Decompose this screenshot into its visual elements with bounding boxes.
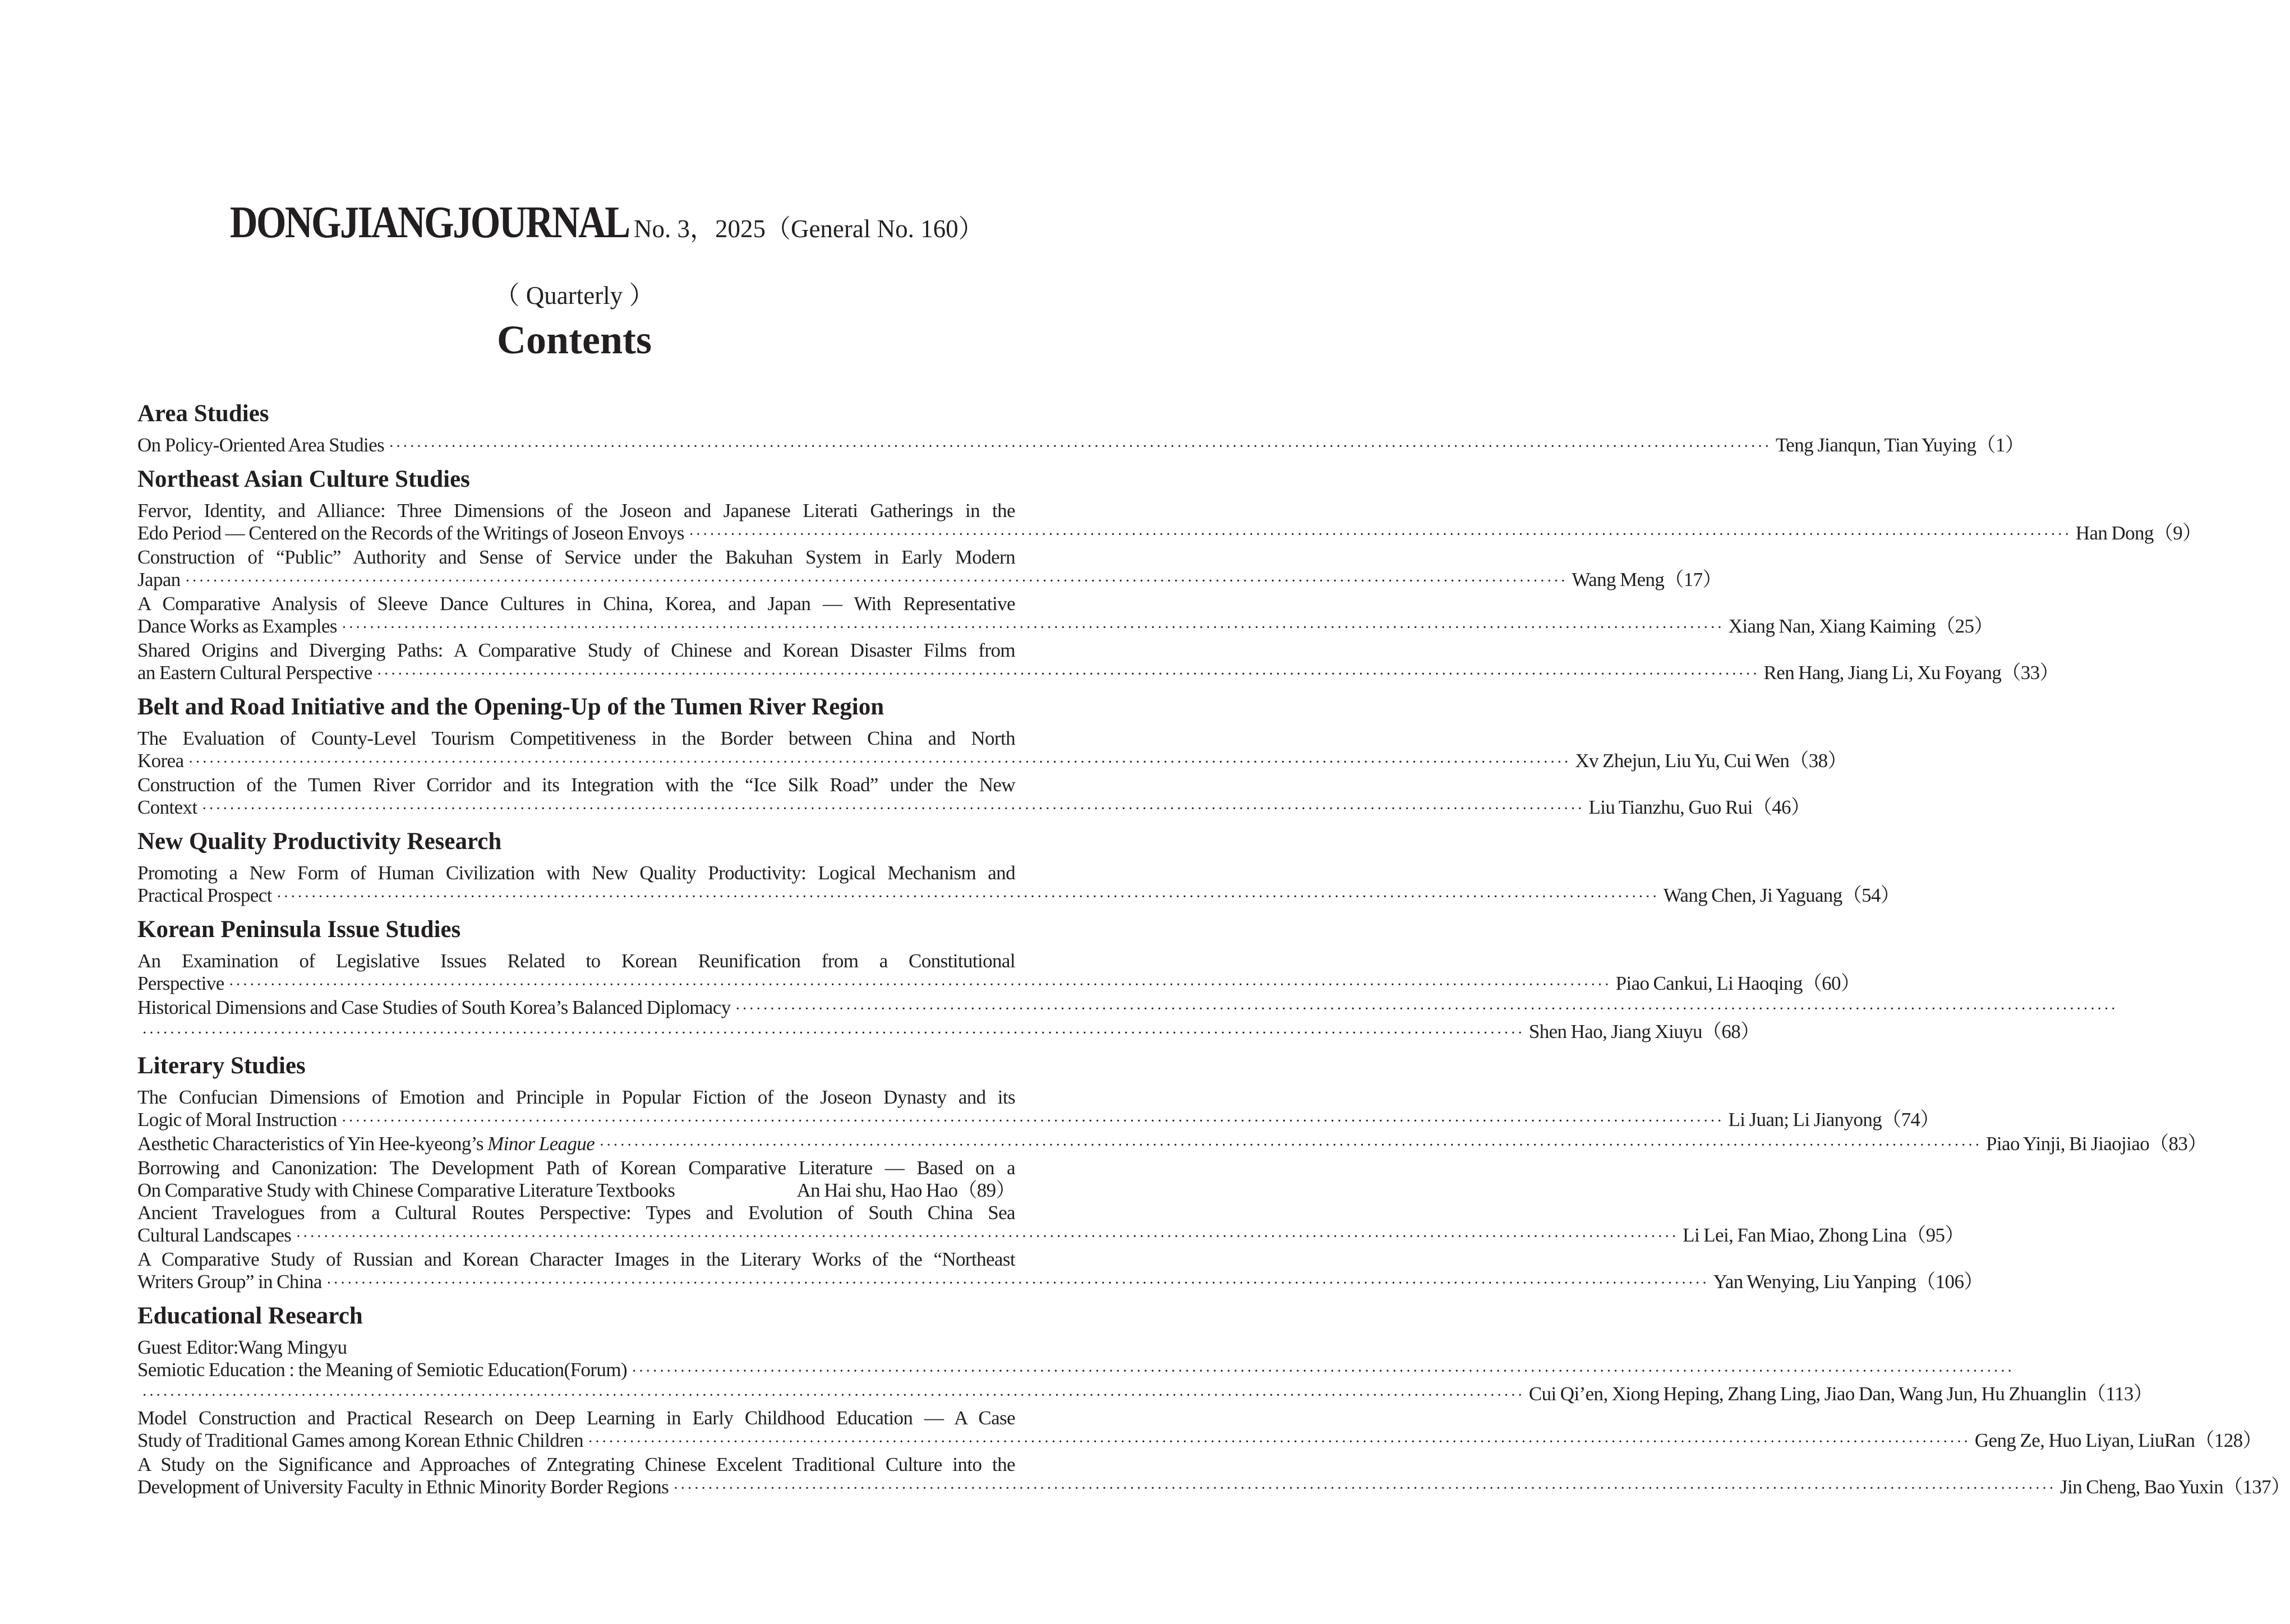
entry-title: On Policy-Oriented Area Studies — [137, 434, 385, 456]
entry-title: Writers Group” in China — [137, 1271, 322, 1293]
entry-last-line — [137, 1271, 1983, 1295]
dot-leader: ········································································································································································································ — [188, 754, 1571, 771]
dot-leader: ········································································································································································································ — [588, 1433, 1970, 1451]
toc-section — [137, 693, 1847, 820]
dot-leader: ········································································································································································································ — [389, 438, 1771, 455]
section-heading: Area Studies — [137, 400, 269, 427]
dot-leader: ········································································································································································································ — [341, 1113, 1724, 1130]
entry-author-page: Xiang Nan, Xiang Kaiming（25） — [1728, 615, 1993, 637]
entry-title-line: Model Construction and Practical Research on Deep Learning in Early Childhood Education — A Case — [137, 1407, 1015, 1429]
entry-last-line — [137, 1109, 1939, 1133]
entry-last-line — [137, 615, 1993, 639]
toc-entry — [137, 434, 2025, 458]
entry-title: Cultural Landscapes — [137, 1224, 292, 1246]
toc-entry — [137, 639, 2059, 686]
entry-last-line — [137, 796, 1810, 820]
entry-last-line — [137, 522, 2202, 546]
entry-last-line — [137, 750, 1847, 774]
dot-leader: ········································································································································································································ — [376, 666, 1759, 683]
toc-section — [137, 827, 1900, 908]
entry-author-page: Wang Meng（17） — [1572, 569, 1722, 590]
entry-title-line: The Evaluation of County-Level Tourism Competitiveness in the Border between China and North — [137, 727, 1015, 749]
entry-author-page: Li Lei, Fan Miao, Zhong Lina（95） — [1683, 1224, 1964, 1246]
dot-leader: ········································································································································································································ — [142, 1387, 1524, 1404]
entry-title: Historical Dimensions and Case Studies of South Korea’s Balanced Diplomacy — [137, 996, 731, 1018]
dot-leader: ········································································································································································································ — [632, 1363, 2014, 1380]
dot-leader: ········································································································································································································ — [276, 888, 1659, 906]
entry-author-page: Shen Hao, Jiang Xiuyu（68） — [1528, 1021, 1760, 1042]
toc-entry — [137, 1454, 2290, 1500]
entry-title: Japan — [137, 569, 181, 590]
dot-leader: ········································································································································································································ — [228, 976, 1611, 994]
entry-last-line — [137, 1383, 2153, 1407]
toc-entry — [137, 546, 1722, 593]
entry-title: Semiotic Education : the Meaning of Semiotic Education(Forum) — [137, 1359, 628, 1381]
entry-author-page: Xv Zhejun, Liu Yu, Cui Wen（38） — [1575, 750, 1847, 772]
toc-entry — [137, 774, 1810, 820]
dot-leader: ········································································································································································································ — [673, 1480, 2056, 1497]
toc-section — [137, 465, 2202, 686]
entry-title: an Eastern Cultural Perspective — [137, 662, 372, 684]
toc-entry — [137, 1248, 1983, 1295]
section-heading: Korean Peninsula Issue Studies — [137, 916, 461, 943]
dot-leader: ········································································································································································································ — [735, 1000, 2118, 1018]
entry-last-line — [137, 569, 1722, 593]
entry-title: Context — [137, 796, 197, 818]
entry-last-line — [137, 1359, 2014, 1383]
dot-leader: ········································································································································································································ — [326, 1275, 1709, 1292]
toc-entry — [137, 1021, 1760, 1045]
toc-entry — [137, 1086, 1939, 1133]
entry-author-page: Geng Ze, Huo Liyan, LiuRan（128） — [1974, 1429, 2262, 1451]
entry-title: Development of University Faculty in Ethnic Minority Border Regions — [137, 1476, 669, 1498]
toc-section — [137, 1302, 2290, 1500]
entry-title-line: Ancient Travelogues from a Cultural Routes Perspective: Types and Evolution of South China Sea — [137, 1202, 1015, 1224]
entry-author-page: Jin Cheng, Bao Yuxin（137） — [2060, 1476, 2290, 1498]
dot-leader: ········································································································································································································ — [296, 1228, 1679, 1245]
toc-entry — [137, 727, 1847, 774]
toc-entry — [137, 500, 2202, 546]
entry-title-line: The Confucian Dimensions of Emotion and Principle in Popular Fiction of the Joseon Dynasty and its — [137, 1086, 1015, 1108]
entry-author-page: Li Juan; Li Jianyong（74） — [1728, 1109, 1939, 1131]
entry-last-line — [137, 996, 2118, 1021]
entry-title-line: An Examination of Legislative Issues Related to Korean Reunification from a Constitutional — [137, 950, 1015, 972]
entry-title-line: Fervor, Identity, and Alliance: Three Dimensions of the Joseon and Japanese Literati Gatherings in the — [137, 500, 1015, 522]
table-of-contents — [137, 399, 2290, 1507]
entry-title-italic: Minor League — [487, 1133, 595, 1155]
entry-title-line: A Study on the Significance and Approaches of Zntegrating Chinese Excelent Traditional Culture into the — [137, 1454, 1015, 1475]
entry-last-line — [137, 1224, 1964, 1248]
issue-number: No. 3，2025（General No. 160） — [633, 215, 984, 243]
entry-author-page: Piao Cankui, Li Haoqing（60） — [1615, 972, 1860, 994]
entry-title-line: Shared Origins and Diverging Paths: A Comparative Study of Chinese and Korean Disaster Films from — [137, 639, 1015, 661]
entry-title: Perspective — [137, 972, 224, 994]
guest-editor: Guest Editor:Wang Mingyu — [137, 1336, 347, 1358]
entry-author-page: Ren Hang, Jiang Li, Xu Foyang（33） — [1763, 662, 2059, 684]
toc-entry — [137, 593, 1993, 639]
entry-last-line — [137, 434, 2025, 458]
dot-leader: ········································································································································································································ — [201, 800, 1584, 818]
entry-title: Logic of Moral Instruction — [137, 1109, 337, 1131]
section-heading: Belt and Road Initiative and the Opening-Up of the Tumen River Region — [137, 694, 884, 720]
entry-title-line: A Comparative Study of Russian and Korean Character Images in the Literary Works of the “Northeast — [137, 1248, 1015, 1270]
section-heading: Literary Studies — [137, 1053, 306, 1079]
entry-author-page: Liu Tianzhu, Guo Rui（46） — [1588, 796, 1810, 818]
entry-author-page: Teng Jianqun, Tian Yuying（1） — [1775, 434, 2025, 456]
toc-section — [137, 399, 2025, 458]
entry-author-page: Yan Wenying, Liu Yanping（106） — [1713, 1271, 1983, 1293]
entry-author-page: Wang Chen, Ji Yaguang（54） — [1663, 884, 1900, 906]
toc-entry — [137, 996, 2118, 1021]
toc-entry — [137, 950, 1860, 996]
entry-title: Study of Traditional Games among Korean Ethnic Children — [137, 1429, 584, 1451]
dot-leader: ········································································································································································································ — [341, 619, 1724, 636]
toc-entry — [137, 1202, 1964, 1248]
dot-leader: ········································································································································································································ — [185, 573, 1568, 590]
journal-name: DONGJIANGJOURNAL — [230, 198, 629, 247]
toc-entry — [137, 1359, 2014, 1383]
entry-title: Aesthetic Characteristics of Yin Hee-kyeong’s Minor League — [137, 1133, 595, 1155]
entry-title: Practical Prospect — [137, 884, 272, 906]
entry-title: Dance Works as Examples — [137, 615, 337, 637]
toc-section — [137, 1051, 2207, 1295]
toc-section — [137, 915, 2118, 1045]
publication-frequency: （ Quarterly ） — [494, 282, 655, 310]
entry-author-page: Piao Yinji, Bi Jiaojiao（83） — [1986, 1133, 2207, 1155]
toc-entry — [137, 1407, 2262, 1454]
entry-last-line — [137, 1429, 2262, 1454]
toc-entry — [137, 1157, 1015, 1202]
entry-last-line — [137, 1476, 2290, 1500]
entry-last-line — [137, 1179, 1015, 1202]
entry-title: On Comparative Study with Chinese Comparative Literature Textbooks — [137, 1179, 675, 1201]
entry-author-page: Han Dong（9） — [2075, 522, 2202, 544]
entry-title-line: Promoting a New Form of Human Civilization with New Quality Productivity: Logical Mechanism and — [137, 862, 1015, 884]
dot-leader: ········································································································································································································ — [688, 526, 2071, 543]
entry-title-line: Construction of the Tumen River Corridor and its Integration with the “Ice Silk Road” under the New — [137, 774, 1015, 796]
section-heading: Northeast Asian Culture Studies — [137, 466, 470, 492]
entry-title-line: Borrowing and Canonization: The Development Path of Korean Comparative Literature — Based on a — [137, 1157, 1015, 1179]
dot-leader: ········································································································································································································ — [142, 1025, 1524, 1042]
entry-title: Edo Period — Centered on the Records of the Writings of Joseon Envoys — [137, 522, 684, 544]
contents-title: Contents — [496, 317, 652, 362]
entry-last-line — [137, 662, 2059, 686]
toc-entry — [137, 1383, 2153, 1407]
dot-leader: ········································································································································································································ — [599, 1137, 1982, 1154]
entry-last-line — [137, 884, 1900, 908]
masthead — [0, 197, 1149, 248]
entry-author-page: An Hai shu, Hao Hao（89） — [796, 1179, 1015, 1201]
entry-title-line: A Comparative Analysis of Sleeve Dance Cultures in China, Korea, and Japan — With Representative — [137, 593, 1015, 615]
toc-entry — [137, 862, 1900, 908]
entry-title: Korea — [137, 750, 184, 772]
entry-last-line — [137, 1021, 1760, 1045]
section-heading: New Quality Productivity Research — [137, 828, 502, 855]
entry-author-page: Cui Qi’en, Xiong Heping, Zhang Ling, Jiao Dan, Wang Jun, Hu Zhuanglin（113） — [1528, 1383, 2153, 1405]
toc-entry — [137, 1133, 2207, 1157]
entry-last-line — [137, 1133, 2207, 1157]
entry-last-line — [137, 972, 1860, 996]
section-heading: Educational Research — [137, 1303, 363, 1329]
entry-title-line: Construction of “Public” Authority and Sense of Service under the Bakuhan System in Early Modern — [137, 546, 1015, 568]
